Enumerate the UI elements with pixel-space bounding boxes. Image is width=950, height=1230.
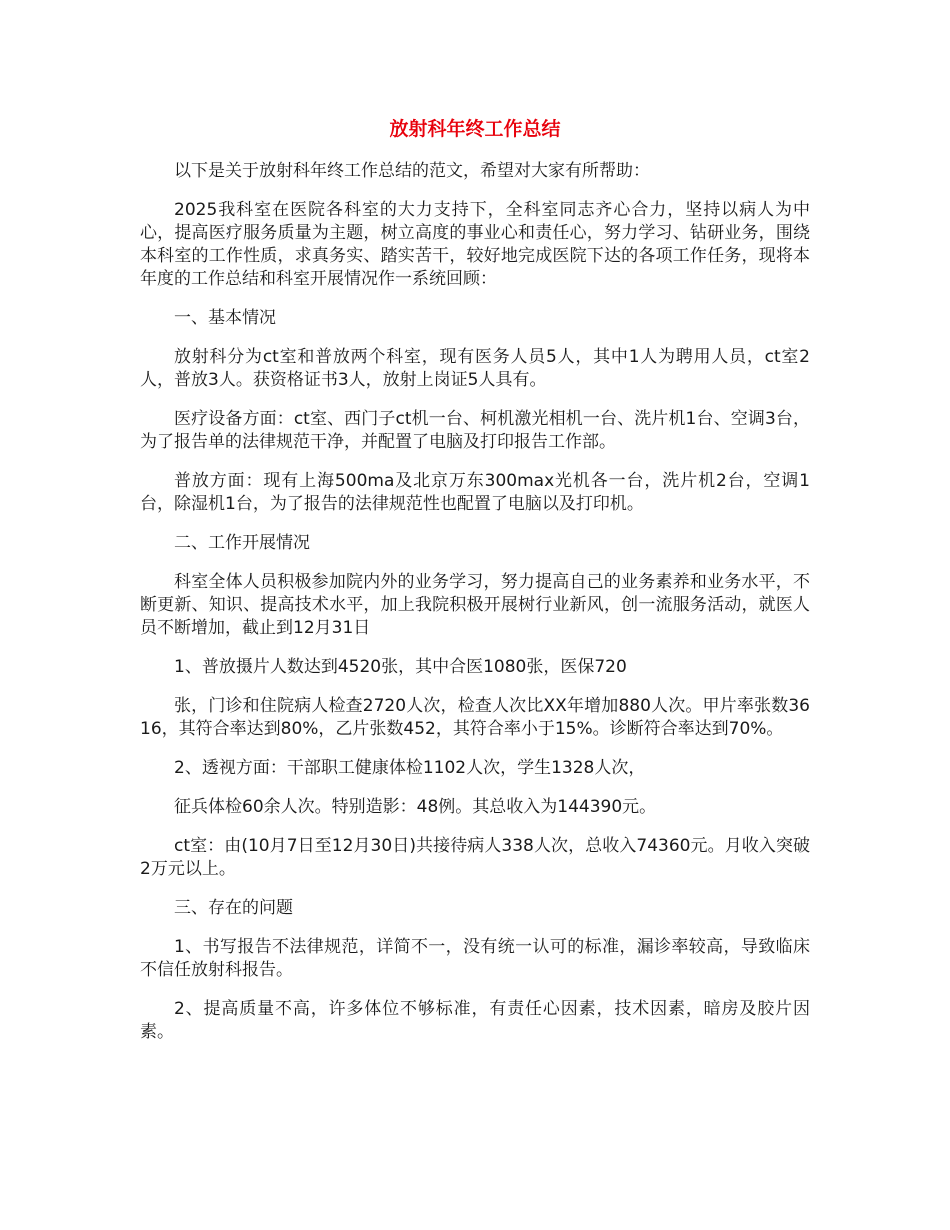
- paragraph-intro: 以下是关于放射科年终工作总结的范文，希望对大家有所帮助：: [174, 161, 650, 181]
- paragraph-overview: 2025我科室在医院各科室的大力支持下，全科室同志齐心合力，坚持以病人为中心，提高医疗服务质量为主题，树立高度的事业心和责任心，努力学习、钻研业务，围绕本科室的工作性质，求真务实、踏实苦干，较好地完成医院下达的各项工作任务，现将本年度的工作总结和科室开展情况作一系统回顾：: [140, 200, 810, 289]
- paragraph-general-radiology: 普放方面：现有上海500ma及北京万东300max光机各一台，洗片机2台，空调1台，除湿机1台，为了报告的法律规范性也配置了电脑以及打印机。: [140, 471, 810, 514]
- paragraph-learning: 科室全体人员积极参加院内外的业务学习，努力提高自己的业务素养和业务水平，不断更新、知识、提高技术水平，加上我院积极开展树行业新风，创一流服务活动，就医人员不断增加，截止到12月31日: [140, 572, 810, 638]
- paragraph-problem-1: 1、书写报告不法律规范，详简不一，没有统一认可的标准，漏诊率较高，导致临床不信任放射科报告。: [140, 937, 810, 980]
- heading-problems: 三、存在的问题: [174, 898, 293, 918]
- paragraph-fluoroscopy-cont: 征兵体检60余人次。特别造影：48例。其总收入为144390元。: [174, 797, 657, 817]
- paragraph-xray-count: 1、普放摄片人数达到4520张，其中合医1080张，医保720: [174, 657, 627, 677]
- heading-work-progress: 二、工作开展情况: [174, 533, 310, 553]
- paragraph-problem-2: 2、提高质量不高，许多体位不够标准，有责任心因素，技术因素，暗房及胶片因素。: [140, 999, 810, 1042]
- paragraph-staff: 放射科分为ct室和普放两个科室，现有医务人员5人，其中1人为聘用人员，ct室2人，普放3人。获资格证书3人，放射上岗证5人具有。: [140, 347, 810, 390]
- paragraph-fluoroscopy: 2、透视方面：干部职工健康体检1102人次，学生1328人次，: [174, 758, 646, 778]
- document-title: 放射科年终工作总结: [389, 118, 561, 140]
- paragraph-equipment: 医疗设备方面：ct室、西门子ct机一台、柯机激光相机一台、洗片机1台、空调3台，为了报告单的法律规范干净，并配置了电脑及打印报告工作部。: [140, 409, 810, 452]
- paragraph-xray-details: 张，门诊和住院病人检查2720人次，检查人次比XX年增加880人次。甲片率张数3616，其符合率达到80%，乙片张数452，其符合率小于15%。诊断符合率达到70%。: [140, 696, 810, 739]
- heading-basic-situation: 一、基本情况: [174, 308, 276, 328]
- paragraph-ct-room: ct室：由(10月7日至12月30日)共接待病人338人次，总收入74360元。月收入突破2万元以上。: [140, 836, 810, 879]
